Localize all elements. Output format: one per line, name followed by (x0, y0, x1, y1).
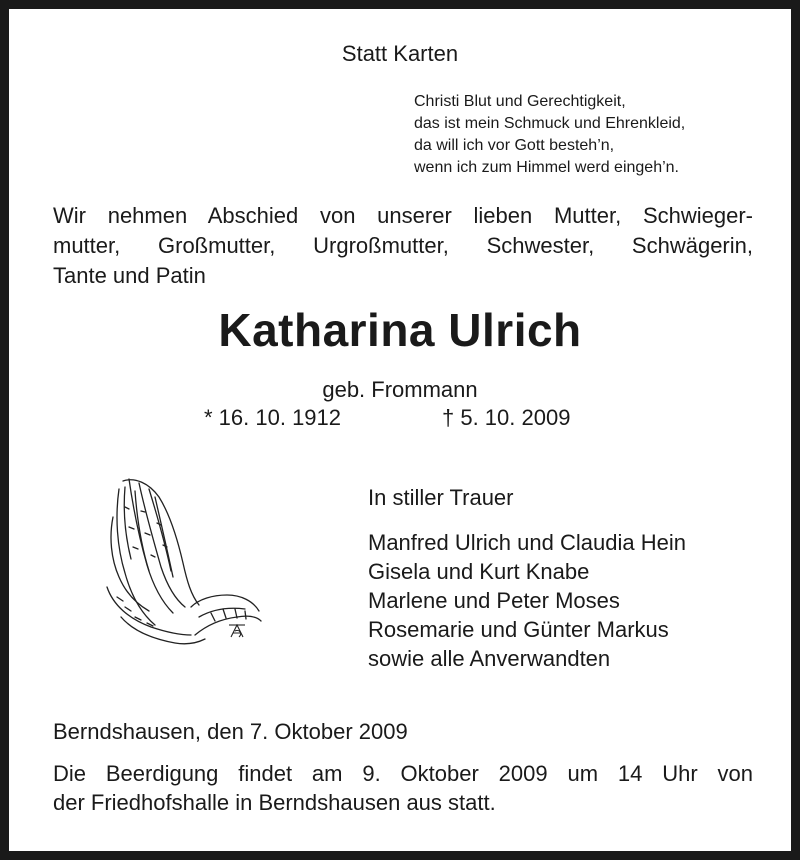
list-item: Gisela und Kurt Knabe (368, 559, 590, 584)
header-title: Statt Karten (341, 41, 459, 66)
birth-date: * 16. 10. 1912 (204, 405, 342, 430)
deceased-name: Katharina Ulrich (218, 304, 582, 356)
list-item: Marlene und Peter Moses (368, 588, 620, 613)
verse-line: Christi Blut und Gerechtigkeit, (414, 93, 626, 110)
list-item: sowie alle Anverwandten (368, 646, 611, 671)
list-item: Rosemarie und Günter Markus (368, 617, 669, 642)
funeral-line: Die Beerdigung findet am 9. Oktober 2009 um 14 Uhr von (53, 761, 753, 786)
funeral-line: der Friedhofshalle in Berndshausen aus statt. (53, 790, 496, 815)
death-date: † 5. 10. 2009 (442, 405, 571, 430)
praying-hands-icon (95, 467, 265, 657)
place-date: Berndshausen, den 7. Oktober 2009 (53, 719, 408, 744)
verse-line: da will ich vor Gott besteh’n, (414, 137, 615, 154)
obituary-notice (9, 9, 791, 851)
intro-line: mutter, Großmutter, Urgroßmutter, Schwester, Schwägerin, (53, 233, 753, 258)
intro-line: Tante und Patin (53, 263, 206, 288)
verse-line: wenn ich zum Himmel werd eingeh’n. (414, 159, 679, 176)
mourners-list (368, 528, 686, 673)
intro-text (53, 201, 753, 291)
list-item: Manfred Ulrich und Claudia Hein (368, 530, 686, 555)
funeral-info (53, 759, 753, 817)
verse-line: das ist mein Schmuck und Ehrenkleid, (414, 115, 686, 132)
verse (414, 91, 685, 179)
mourning-heading: In stiller Trauer (368, 485, 514, 510)
maiden-name: geb. Frommann (322, 377, 478, 402)
intro-line: Wir nehmen Abschied von unserer lieben Mutter, Schwieger- (53, 203, 753, 228)
